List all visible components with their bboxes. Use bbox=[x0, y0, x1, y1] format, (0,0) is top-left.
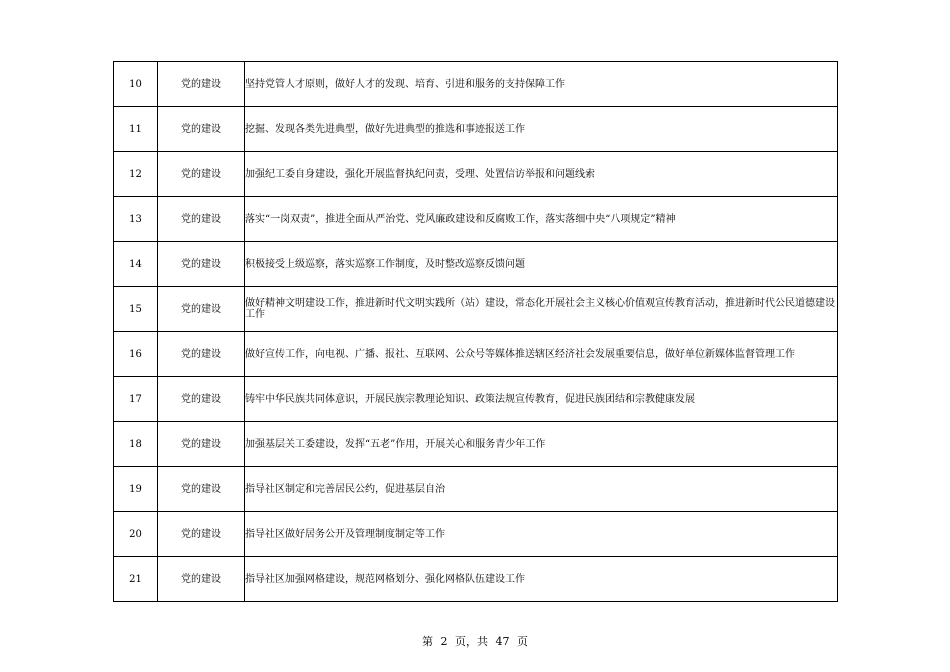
row-description: 指导社区加强网格建设，规范网格划分、强化网格队伍建设工作 bbox=[245, 557, 838, 602]
row-description: 做好精神文明建设工作，推进新时代文明实践所（站）建设，常态化开展社会主义核心价值观宣传教育活动，推进新时代公民道德建设工作 bbox=[245, 287, 838, 332]
table-row bbox=[114, 107, 838, 152]
row-category: 党的建设 bbox=[158, 332, 245, 377]
table-row bbox=[114, 62, 838, 107]
table-row bbox=[114, 152, 838, 197]
duty-table bbox=[113, 61, 838, 602]
table-row bbox=[114, 422, 838, 467]
table-row bbox=[114, 197, 838, 242]
row-number: 13 bbox=[114, 197, 158, 242]
table-row bbox=[114, 242, 838, 287]
row-number: 17 bbox=[114, 377, 158, 422]
row-category: 党的建设 bbox=[158, 557, 245, 602]
row-category: 党的建设 bbox=[158, 422, 245, 467]
row-category: 党的建设 bbox=[158, 152, 245, 197]
row-description: 铸牢中华民族共同体意识，开展民族宗教理论知识、政策法规宣传教育，促进民族团结和宗教健康发展 bbox=[245, 377, 838, 422]
row-number: 16 bbox=[114, 332, 158, 377]
row-description: 挖掘、发现各类先进典型，做好先进典型的推选和事迹报送工作 bbox=[245, 107, 838, 152]
row-description: 做好宣传工作，向电视、广播、报社、互联网、公众号等媒体推送辖区经济社会发展重要信息，做好单位新媒体监督管理工作 bbox=[245, 332, 838, 377]
row-category: 党的建设 bbox=[158, 287, 245, 332]
row-category: 党的建设 bbox=[158, 512, 245, 557]
table-row bbox=[114, 557, 838, 602]
row-description: 加强纪工委自身建设，强化开展监督执纪问责，受理、处置信访举报和问题线索 bbox=[245, 152, 838, 197]
row-description: 指导社区做好居务公开及管理制度制定等工作 bbox=[245, 512, 838, 557]
row-number: 19 bbox=[114, 467, 158, 512]
table-row bbox=[114, 332, 838, 377]
row-number: 11 bbox=[114, 107, 158, 152]
row-description: 加强基层关工委建设，发挥“五老”作用，开展关心和服务青少年工作 bbox=[245, 422, 838, 467]
table-row bbox=[114, 467, 838, 512]
row-number: 18 bbox=[114, 422, 158, 467]
row-description: 指导社区制定和完善居民公约，促进基层自治 bbox=[245, 467, 838, 512]
row-description: 积极接受上级巡察，落实巡察工作制度，及时整改巡察反馈问题 bbox=[245, 242, 838, 287]
row-category: 党的建设 bbox=[158, 107, 245, 152]
row-number: 21 bbox=[114, 557, 158, 602]
table-row bbox=[114, 287, 838, 332]
row-number: 20 bbox=[114, 512, 158, 557]
row-number: 15 bbox=[114, 287, 158, 332]
row-category: 党的建设 bbox=[158, 467, 245, 512]
row-description: 坚持党管人才原则，做好人才的发现、培育、引进和服务的支持保障工作 bbox=[245, 62, 838, 107]
row-number: 12 bbox=[114, 152, 158, 197]
table-row bbox=[114, 377, 838, 422]
row-category: 党的建设 bbox=[158, 62, 245, 107]
row-number: 10 bbox=[114, 62, 158, 107]
page-footer: 第 2 页，共 47 页 bbox=[422, 635, 528, 648]
row-category: 党的建设 bbox=[158, 197, 245, 242]
row-category: 党的建设 bbox=[158, 377, 245, 422]
table-row bbox=[114, 512, 838, 557]
row-number: 14 bbox=[114, 242, 158, 287]
row-category: 党的建设 bbox=[158, 242, 245, 287]
row-description: 落实“一岗双责”，推进全面从严治党、党风廉政建设和反腐败工作，落实落细中央“八项规定”精神 bbox=[245, 197, 838, 242]
